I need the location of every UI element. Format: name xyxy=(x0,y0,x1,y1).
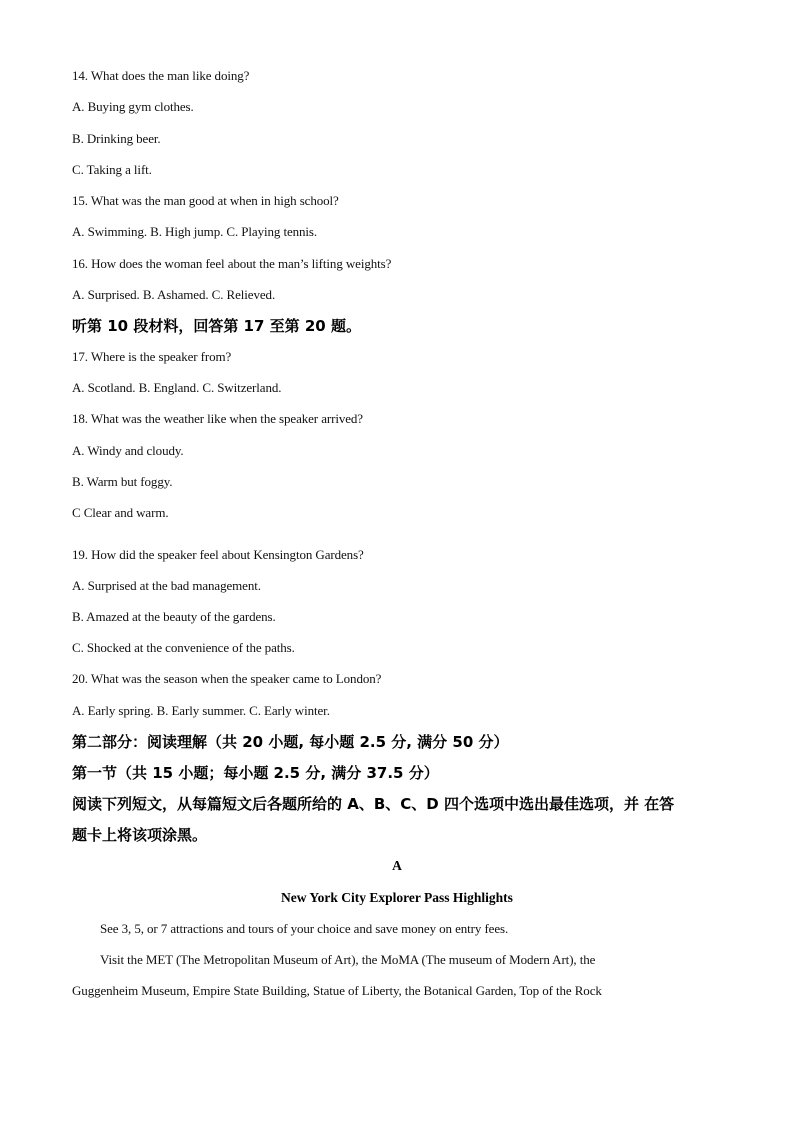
passage-letter: A xyxy=(392,858,402,873)
passage-paragraph-1: See 3, 5, or 7 attractions and tours of your choice and save money on entry fees. xyxy=(100,921,509,936)
question-15: 15. What was the man good at when in high school? xyxy=(72,193,339,208)
option-18a: A. Windy and cloudy. xyxy=(72,443,184,458)
question-17: 17. Where is the speaker from? xyxy=(72,349,232,364)
question-14: 14. What does the man like doing? xyxy=(72,68,250,83)
options-17: A. Scotland. B. England. C. Switzerland. xyxy=(72,380,282,395)
listening-section-heading: 听第 10 段材料，回答第 17 至第 20 题。 xyxy=(72,317,361,335)
options-15: A. Swimming. B. High jump. C. Playing tennis. xyxy=(72,224,318,239)
reading-section-heading: 第一节（共 15 小题；每小题 2.5 分, 满分 37.5 分） xyxy=(72,764,439,782)
option-14a: A. Buying gym clothes. xyxy=(72,99,194,114)
option-14c: C. Taking a lift. xyxy=(72,162,152,177)
option-18b: B. Warm but foggy. xyxy=(72,474,173,489)
reading-instruction-line2: 题卡上将该项涂黑。 xyxy=(72,826,208,844)
option-19c: C. Shocked at the convenience of the paths. xyxy=(72,640,295,655)
passage-title: New York City Explorer Pass Highlights xyxy=(281,890,513,905)
reading-instruction-line1: 阅读下列短文，从每篇短文后各题所给的 A、B、C、D 四个选项中选出最佳选项，并 在答 xyxy=(72,795,675,813)
reading-part-heading: 第二部分：阅读理解（共 20 小题, 每小题 2.5 分, 满分 50 分） xyxy=(72,733,509,751)
option-19a: A. Surprised at the bad management. xyxy=(72,578,261,593)
question-20: 20. What was the season when the speaker came to London? xyxy=(72,671,382,686)
question-16: 16. How does the woman feel about the man’s lifting weights? xyxy=(72,256,392,271)
options-20: A. Early spring. B. Early summer. C. Early winter. xyxy=(72,703,330,718)
option-14b: B. Drinking beer. xyxy=(72,131,161,146)
options-16: A. Surprised. B. Ashamed. C. Relieved. xyxy=(72,287,276,302)
question-19: 19. How did the speaker feel about Kensington Gardens? xyxy=(72,547,364,562)
option-18c: C Clear and warm. xyxy=(72,505,169,520)
passage-paragraph-2-line1: Visit the MET (The Metropolitan Museum of Art), the MoMA (The museum of Modern Art), the xyxy=(100,952,596,967)
passage-paragraph-2-line2: Guggenheim Museum, Empire State Building, Statue of Liberty, the Botanical Garden, Top of the Rock xyxy=(72,983,602,998)
option-19b: B. Amazed at the beauty of the gardens. xyxy=(72,609,276,624)
question-18: 18. What was the weather like when the speaker arrived? xyxy=(72,411,363,426)
